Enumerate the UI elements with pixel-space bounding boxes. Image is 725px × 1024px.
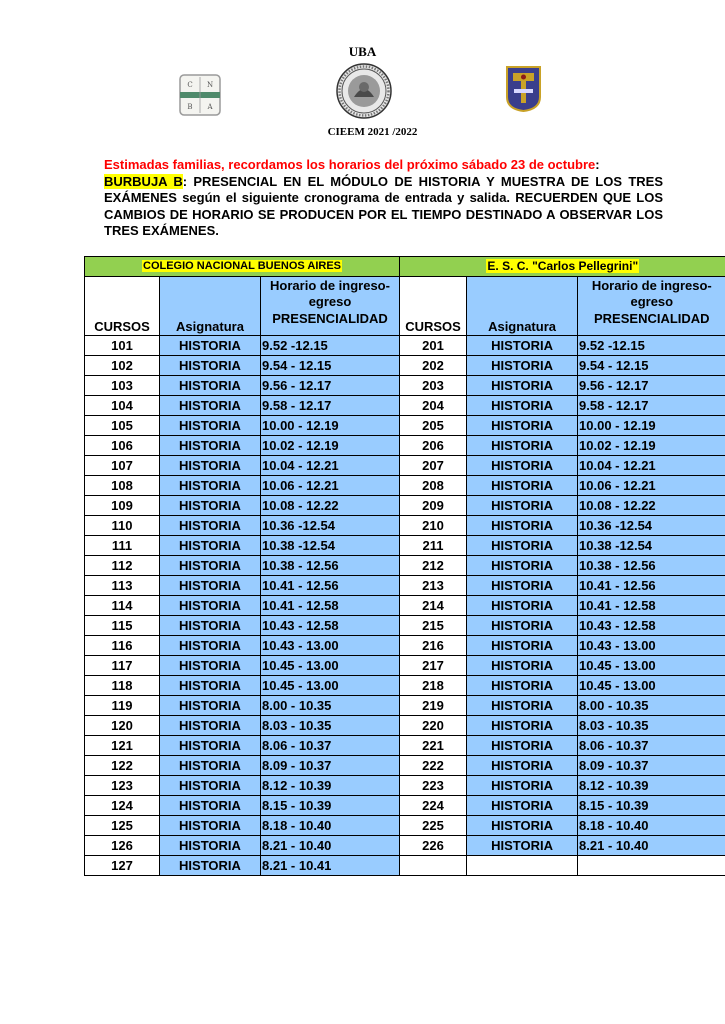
- horario-cell: 10.41 - 12.56: [578, 576, 725, 596]
- curso-cell: 118: [85, 676, 160, 696]
- curso-cell: 109: [85, 496, 160, 516]
- cnba-letter-n: N: [206, 81, 214, 89]
- horario-line-1: Horario de ingreso-: [591, 278, 712, 293]
- asignatura-cell: HISTORIA: [467, 456, 578, 476]
- horario-cell: 10.06 - 12.21: [261, 476, 400, 496]
- table-row: [85, 676, 725, 696]
- curso-cell: 222: [400, 756, 467, 776]
- curso-cell: 209: [400, 496, 467, 516]
- asignatura-cell: HISTORIA: [160, 596, 261, 616]
- curso-cell: 226: [400, 836, 467, 856]
- horario-cell: 9.58 - 12.17: [261, 396, 400, 416]
- curso-cell: 104: [85, 396, 160, 416]
- curso-cell: 215: [400, 616, 467, 636]
- asignatura-cell: HISTORIA: [467, 496, 578, 516]
- horario-cell: 8.06 - 10.37: [261, 736, 400, 756]
- asignatura-cell: HISTORIA: [160, 776, 261, 796]
- table-row: [85, 516, 725, 536]
- asignatura-cell: HISTORIA: [160, 796, 261, 816]
- curso-cell: 106: [85, 436, 160, 456]
- curso-cell: 225: [400, 816, 467, 836]
- asignatura-cell: HISTORIA: [160, 456, 261, 476]
- col-header-horario: [578, 277, 725, 336]
- asignatura-cell: HISTORIA: [467, 376, 578, 396]
- asignatura-cell: HISTORIA: [467, 556, 578, 576]
- asignatura-cell: HISTORIA: [160, 376, 261, 396]
- table-row: [85, 356, 725, 376]
- curso-cell: 117: [85, 656, 160, 676]
- asignatura-cell: HISTORIA: [467, 536, 578, 556]
- horario-cell: 10.41 - 12.58: [578, 596, 725, 616]
- horario-cell: 8.18 - 10.40: [578, 816, 725, 836]
- cnba-letter-a: A: [207, 103, 213, 111]
- asignatura-cell: HISTORIA: [160, 336, 261, 356]
- horario-cell: 10.43 - 12.58: [578, 616, 725, 636]
- horario-cell: 10.41 - 12.58: [261, 596, 400, 616]
- asignatura-cell: HISTORIA: [160, 496, 261, 516]
- asignatura-cell: HISTORIA: [467, 776, 578, 796]
- horario-line-3: PRESENCIALIDAD: [272, 311, 388, 326]
- curso-cell: 205: [400, 416, 467, 436]
- curso-cell: 102: [85, 356, 160, 376]
- asignatura-cell: HISTORIA: [160, 856, 261, 876]
- curso-cell: 108: [85, 476, 160, 496]
- asignatura-cell: HISTORIA: [467, 616, 578, 636]
- curso-cell: 121: [85, 736, 160, 756]
- col-header-asignatura: Asignatura: [160, 277, 261, 336]
- table-row: [85, 576, 725, 596]
- curso-cell: 202: [400, 356, 467, 376]
- horario-cell: 8.15 - 10.39: [578, 796, 725, 816]
- curso-cell: 216: [400, 636, 467, 656]
- horario-cell: 8.00 - 10.35: [578, 696, 725, 716]
- asignatura-cell: HISTORIA: [160, 576, 261, 596]
- table-row: [85, 396, 725, 416]
- horario-cell: 9.56 - 12.17: [578, 376, 725, 396]
- asignatura-cell: HISTORIA: [160, 716, 261, 736]
- table-row: [85, 616, 725, 636]
- horario-cell: 10.43 - 13.00: [261, 636, 400, 656]
- asignatura-cell: HISTORIA: [467, 636, 578, 656]
- horario-cell: 8.12 - 10.39: [578, 776, 725, 796]
- curso-cell: 120: [85, 716, 160, 736]
- curso-cell: [400, 856, 467, 876]
- table-row: [85, 856, 725, 876]
- asignatura-cell: HISTORIA: [467, 736, 578, 756]
- schedule-table: [84, 256, 725, 876]
- table-row: [85, 636, 725, 656]
- asignatura-cell: HISTORIA: [160, 396, 261, 416]
- curso-cell: 207: [400, 456, 467, 476]
- curso-cell: 206: [400, 436, 467, 456]
- horario-cell: 10.41 - 12.56: [261, 576, 400, 596]
- horario-cell: 10.02 - 12.19: [578, 436, 725, 456]
- curso-cell: 101: [85, 336, 160, 356]
- table-row: [85, 536, 725, 556]
- table-row: [85, 836, 725, 856]
- asignatura-cell: HISTORIA: [467, 796, 578, 816]
- table-row: [85, 736, 725, 756]
- curso-cell: 115: [85, 616, 160, 636]
- asignatura-cell: [467, 856, 578, 876]
- curso-cell: 110: [85, 516, 160, 536]
- horario-cell: 8.00 - 10.35: [261, 696, 400, 716]
- horario-cell: 10.08 - 12.22: [261, 496, 400, 516]
- asignatura-cell: HISTORIA: [160, 416, 261, 436]
- horario-cell: 9.52 -12.15: [261, 336, 400, 356]
- asignatura-cell: HISTORIA: [160, 816, 261, 836]
- asignatura-cell: HISTORIA: [467, 396, 578, 416]
- horario-cell: 10.38 -12.54: [578, 536, 725, 556]
- horario-line-3: PRESENCIALIDAD: [594, 311, 710, 326]
- horario-cell: 9.58 - 12.17: [578, 396, 725, 416]
- curso-cell: 107: [85, 456, 160, 476]
- asignatura-cell: HISTORIA: [160, 356, 261, 376]
- asignatura-cell: HISTORIA: [467, 816, 578, 836]
- horario-cell: 10.04 - 12.21: [261, 456, 400, 476]
- asignatura-cell: HISTORIA: [467, 596, 578, 616]
- table-row: [85, 416, 725, 436]
- cnba-logo: [179, 74, 221, 116]
- curso-cell: 214: [400, 596, 467, 616]
- col-header-horario: [261, 277, 400, 336]
- curso-cell: 122: [85, 756, 160, 776]
- intro-body: : PRESENCIAL EN EL MÓDULO DE HISTORIA Y MUESTRA DE LOS TRES EXÁMENES según el siguiente cronograma de entrada y salida. RECUERDEN QUE LOS CAMBIOS DE HORARIO SE PRODUCEN POR EL TIEMPO DESTINADO A OBSERVAR LOS TRES EXÁMENES.: [104, 173, 663, 238]
- curso-cell: 221: [400, 736, 467, 756]
- asignatura-cell: HISTORIA: [467, 656, 578, 676]
- horario-cell: 9.56 - 12.17: [261, 376, 400, 396]
- asignatura-cell: HISTORIA: [160, 436, 261, 456]
- asignatura-cell: HISTORIA: [467, 696, 578, 716]
- asignatura-cell: HISTORIA: [160, 536, 261, 556]
- curso-cell: 103: [85, 376, 160, 396]
- horario-cell: 10.02 - 12.19: [261, 436, 400, 456]
- horario-cell: 8.03 - 10.35: [261, 716, 400, 736]
- horario-cell: 10.36 -12.54: [261, 516, 400, 536]
- curso-cell: 203: [400, 376, 467, 396]
- curso-cell: 211: [400, 536, 467, 556]
- curso-cell: 127: [85, 856, 160, 876]
- horario-cell: 9.52 -12.15: [578, 336, 725, 356]
- burbuja-label: BURBUJA B: [104, 173, 183, 189]
- horario-cell: 8.15 - 10.39: [261, 796, 400, 816]
- table-row: [85, 796, 725, 816]
- col-header-cursos: CURSOS: [400, 277, 467, 336]
- curso-cell: 213: [400, 576, 467, 596]
- intro-greeting: Estimadas familias, recordamos los horarios del próximo sábado 23 de octubre: [104, 157, 596, 172]
- cnba-letter-b: B: [187, 103, 193, 111]
- curso-cell: 201: [400, 336, 467, 356]
- table-row: [85, 336, 725, 356]
- col-header-asignatura: Asignatura: [467, 277, 578, 336]
- asignatura-cell: HISTORIA: [160, 656, 261, 676]
- asignatura-cell: HISTORIA: [467, 676, 578, 696]
- horario-cell: 10.45 - 13.00: [578, 656, 725, 676]
- asignatura-cell: HISTORIA: [467, 476, 578, 496]
- horario-line-2: egreso: [630, 294, 674, 309]
- horario-cell: 10.00 - 12.19: [578, 416, 725, 436]
- curso-cell: 204: [400, 396, 467, 416]
- curso-cell: 220: [400, 716, 467, 736]
- intro-paragraph: [104, 157, 663, 240]
- horario-cell: 10.38 - 12.56: [261, 556, 400, 576]
- table-row: [85, 596, 725, 616]
- asignatura-cell: HISTORIA: [467, 356, 578, 376]
- asignatura-cell: HISTORIA: [160, 636, 261, 656]
- horario-cell: 10.00 - 12.19: [261, 416, 400, 436]
- asignatura-cell: HISTORIA: [160, 696, 261, 716]
- asignatura-cell: HISTORIA: [467, 336, 578, 356]
- horario-cell: 8.06 - 10.37: [578, 736, 725, 756]
- horario-cell: 8.09 - 10.37: [578, 756, 725, 776]
- curso-cell: 116: [85, 636, 160, 656]
- horario-cell: 10.45 - 13.00: [261, 656, 400, 676]
- horario-cell: 8.03 - 10.35: [578, 716, 725, 736]
- table-row: [85, 496, 725, 516]
- asignatura-cell: HISTORIA: [467, 576, 578, 596]
- curso-cell: 218: [400, 676, 467, 696]
- asignatura-cell: HISTORIA: [467, 416, 578, 436]
- horario-cell: 8.09 - 10.37: [261, 756, 400, 776]
- curso-cell: 123: [85, 776, 160, 796]
- asignatura-cell: HISTORIA: [160, 516, 261, 536]
- table-row: [85, 716, 725, 736]
- page-institution: UBA: [348, 44, 377, 59]
- curso-cell: 105: [85, 416, 160, 436]
- horario-cell: 10.04 - 12.21: [578, 456, 725, 476]
- table-row: [85, 556, 725, 576]
- horario-cell: 10.06 - 12.21: [578, 476, 725, 496]
- asignatura-cell: HISTORIA: [467, 756, 578, 776]
- page-edition: CIEEM 2021 /2022: [327, 126, 418, 138]
- curso-cell: 212: [400, 556, 467, 576]
- pellegrini-crest: [505, 65, 542, 112]
- horario-cell: 10.43 - 12.58: [261, 616, 400, 636]
- table-row: [85, 696, 725, 716]
- asignatura-cell: HISTORIA: [160, 556, 261, 576]
- horario-cell: 8.21 - 10.40: [578, 836, 725, 856]
- asignatura-cell: HISTORIA: [160, 676, 261, 696]
- table-row: [85, 456, 725, 476]
- curso-cell: 111: [85, 536, 160, 556]
- cnba-letter-c: C: [187, 81, 193, 89]
- asignatura-cell: HISTORIA: [160, 836, 261, 856]
- school-header-cnba: COLEGIO NACIONAL BUENOS AIRES: [85, 257, 400, 277]
- horario-cell: 10.38 - 12.56: [578, 556, 725, 576]
- col-header-cursos: CURSOS: [85, 277, 160, 336]
- curso-cell: 114: [85, 596, 160, 616]
- table-row: [85, 376, 725, 396]
- uba-seal: [336, 63, 392, 119]
- curso-cell: 219: [400, 696, 467, 716]
- table-row: [85, 816, 725, 836]
- horario-cell: 9.54 - 12.15: [578, 356, 725, 376]
- intro-colon: :: [595, 157, 600, 172]
- curso-cell: 210: [400, 516, 467, 536]
- horario-cell: 10.08 - 12.22: [578, 496, 725, 516]
- curso-cell: 224: [400, 796, 467, 816]
- curso-cell: 125: [85, 816, 160, 836]
- school-header-pellegrini: E. S. C. "Carlos Pellegrini": [400, 257, 725, 277]
- curso-cell: 113: [85, 576, 160, 596]
- horario-cell: [578, 856, 725, 876]
- horario-cell: 8.21 - 10.40: [261, 836, 400, 856]
- asignatura-cell: HISTORIA: [160, 616, 261, 636]
- table-row: [85, 776, 725, 796]
- horario-cell: 8.18 - 10.40: [261, 816, 400, 836]
- asignatura-cell: HISTORIA: [467, 836, 578, 856]
- curso-cell: 119: [85, 696, 160, 716]
- asignatura-cell: HISTORIA: [467, 436, 578, 456]
- horario-cell: 8.12 - 10.39: [261, 776, 400, 796]
- curso-cell: 112: [85, 556, 160, 576]
- horario-cell: 9.54 - 12.15: [261, 356, 400, 376]
- horario-line-1: Horario de ingreso-: [270, 278, 390, 293]
- asignatura-cell: HISTORIA: [467, 516, 578, 536]
- curso-cell: 217: [400, 656, 467, 676]
- asignatura-cell: HISTORIA: [160, 736, 261, 756]
- curso-cell: 126: [85, 836, 160, 856]
- table-row: [85, 756, 725, 776]
- horario-cell: 10.43 - 13.00: [578, 636, 725, 656]
- horario-line-2: egreso: [308, 294, 352, 309]
- horario-cell: 10.45 - 13.00: [261, 676, 400, 696]
- horario-cell: 10.38 -12.54: [261, 536, 400, 556]
- horario-cell: 10.45 - 13.00: [578, 676, 725, 696]
- curso-cell: 223: [400, 776, 467, 796]
- horario-cell: 8.21 - 10.41: [261, 856, 400, 876]
- curso-cell: 124: [85, 796, 160, 816]
- table-row: [85, 436, 725, 456]
- asignatura-cell: HISTORIA: [467, 716, 578, 736]
- asignatura-cell: HISTORIA: [160, 476, 261, 496]
- curso-cell: 208: [400, 476, 467, 496]
- horario-cell: 10.36 -12.54: [578, 516, 725, 536]
- asignatura-cell: HISTORIA: [160, 756, 261, 776]
- table-row: [85, 656, 725, 676]
- table-row: [85, 476, 725, 496]
